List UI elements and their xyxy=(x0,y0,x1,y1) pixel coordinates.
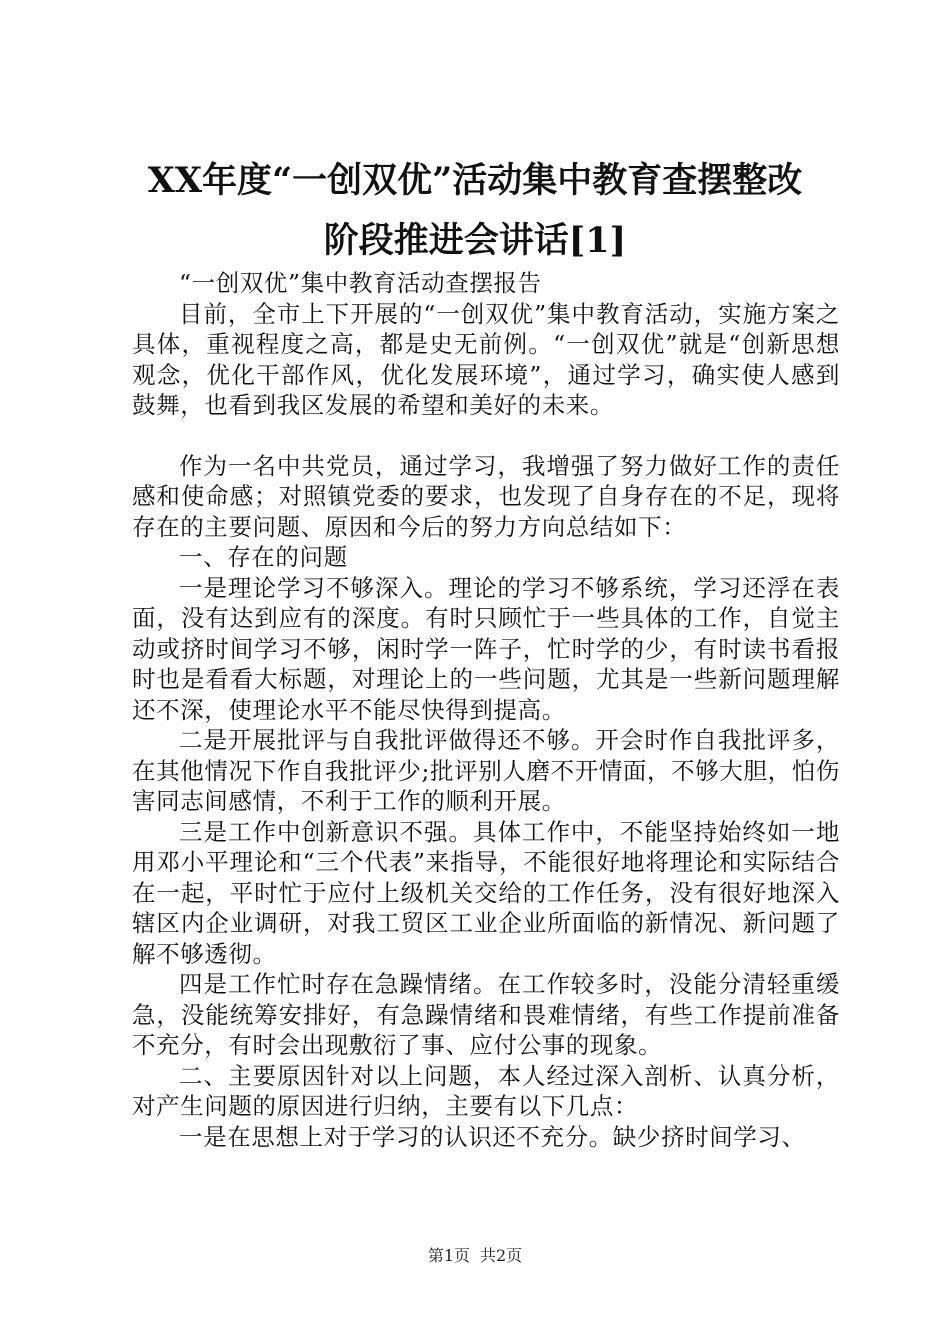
document-title-line2: 阶段推进会讲话[1] xyxy=(323,220,627,261)
section-heading-causes: 二、主要原因针对以上问题，本人经过深入剖析、认真分析，对产生问题的原因进行归纳，主要有以下几点： xyxy=(132,1061,840,1120)
paragraph-problem-1: 一是理论学习不够深入。理论的学习不够系统，学习还浮在表面，没有达到应有的深度。有时只顾忙于一些具体的工作，自觉主动或挤时间学习不够，闲时学一阵子，忙时学的少，有时读书看报时也是看看大标题，对理论上的一些问题，尤其是一些新问题理解还不深，使理论水平不能尽快得到提高。 xyxy=(132,573,840,724)
document-title-line1: XX年度“一创双优”活动集中教育查摆整改 xyxy=(147,160,803,201)
paragraph-summary: 作为一名中共党员，通过学习，我增强了努力做好工作的责任感和使命感；对照镇党委的要求，也发现了自身存在的不足，现将存在的主要问题、原因和今后的努力方向总结如下： xyxy=(132,451,840,541)
paragraph-problem-3: 三是工作中创新意识不强。具体工作中，不能坚持始终如一地用邓小平理论和“三个代表”来指导，不能很好地将理论和实际结合在一起，平时忙于应付上级机关交给的工作任务，没有很好地深入辖区内企业调研，对我工贸区工业企业所面临的新情况、新问题了解不够透彻。 xyxy=(132,817,840,968)
page-number-current: 第1页 xyxy=(427,1246,470,1265)
paragraph-problem-2: 二是开展批评与自我批评做得还不够。开会时作自我批评多，在其他情况下作自我批评少;批评别人磨不开情面，不够大胆，怕伤害同志间感情，不利于工作的顺利开展。 xyxy=(132,726,840,815)
section-heading-report: “一创双优”集中教育活动查摆报告 xyxy=(179,269,542,297)
page-number-total: 共2页 xyxy=(480,1246,523,1265)
section-heading-problems: 一、存在的问题 xyxy=(179,543,348,571)
paragraph-cause-1: 一是在思想上对于学习的认识还不充分。缺少挤时间学习、 xyxy=(179,1122,806,1151)
paragraph-intro: 目前，全市上下开展的“一创双优”集中教育活动，实施方案之具体，重视程度之高，都是史无前例。“一创双优”就是“创新思想观念，优化干部作风，优化发展环境”，通过学习，确实使人感到鼓舞，也看到我区发展的希望和美好的未来。 xyxy=(132,299,840,419)
page-footer xyxy=(0,1246,950,1266)
document-body xyxy=(132,268,840,1152)
paragraph-problem-4: 四是工作忙时存在急躁情绪。在工作较多时，没能分清轻重缓急，没能统筹安排好，有急躁情绪和畏难情绪，有些工作提前准备不充分，有时会出现敷衍了事、应付公事的现象。 xyxy=(132,970,840,1059)
